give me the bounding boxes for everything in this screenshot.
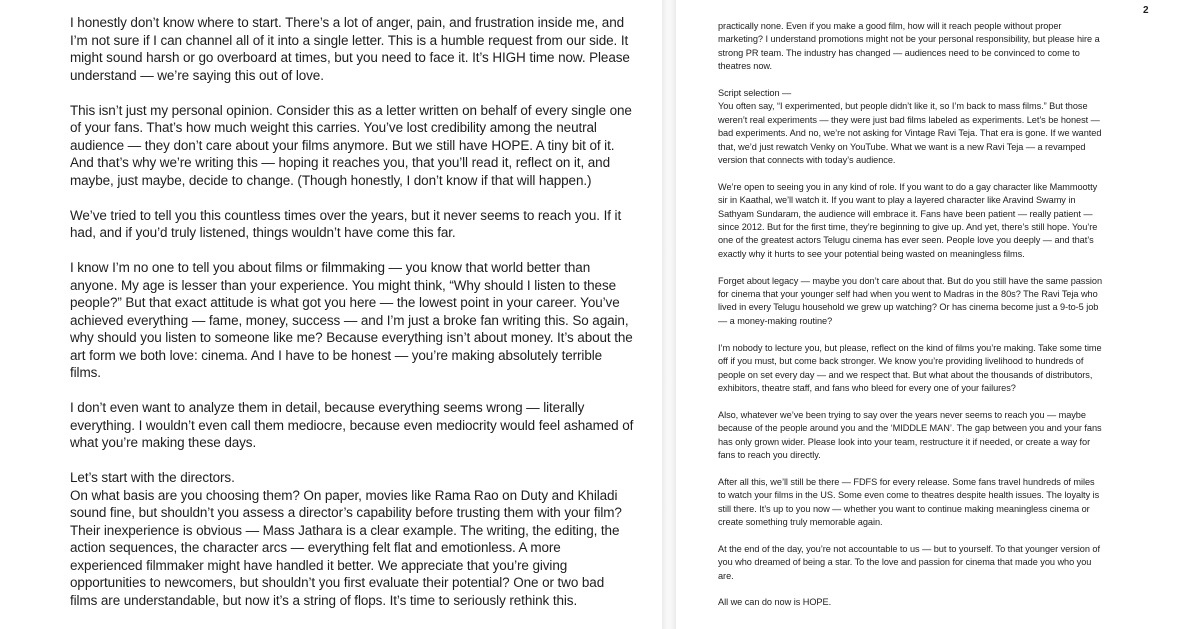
text-line: since 2012. But for the first time, they’re beginning to give up. And yet, there’s still hope. You’re [718, 222, 1098, 233]
paragraph [718, 342, 1166, 396]
paragraph [718, 87, 1166, 167]
text-line: sound fine, but shouldn’t you assess a director’s capability before trusting them with your film? [70, 505, 622, 520]
text-line: sir in Kaathal, we’ll watch it. If you want to play a layered character like Aravind Swamy in [718, 195, 1076, 206]
paragraph [718, 20, 1166, 74]
text-line: create something truly memorable again. [718, 516, 883, 527]
text-line: practically none. Even if you make a good film, how will it reach people without proper [718, 21, 1062, 31]
paragraph [70, 259, 640, 382]
text-line: everything. I wouldn’t even call them mediocre, because even mediocrity would feel ashamed of [70, 417, 634, 433]
text-line: We’re open to seeing you in any kind of role. If you want to do a gay character like Mammootty [718, 181, 1098, 192]
text-line: At the end of the day, you’re not accountable to us — but to yourself. To that younger version of [718, 543, 1100, 554]
text-line: After all this, we’ll still be there — FDFS for every release. Some fans travel hundreds of miles [718, 476, 1095, 487]
paragraph [718, 543, 1166, 583]
text-line: might sound harsh or go overboard at times, but you need to face it. It’s HIGH time now. Please [70, 50, 630, 65]
text-line: I know I’m no one to tell you about films or filmmaking — you know that world better than [70, 260, 591, 275]
text-line: had, and if you’d truly listened, things wouldn’t have come this far. [70, 225, 456, 240]
text-line: lived in every Telugu household we grew up watching? Or has cinema become just a 9-to-5 job [718, 302, 1099, 313]
text-line: anyone. My age is lesser than your experience. You might think, “Why should I listen to these [70, 277, 617, 293]
text-line: maybe, just maybe, decide to change. (Though honestly, I don’t know if that will happen.) [70, 172, 592, 188]
text-line: of your fans. That’s how much weight this carries. You’ve lost credibility among the neutral [70, 120, 597, 135]
paragraph [718, 275, 1166, 329]
paragraph [70, 207, 640, 242]
text-line: I don’t even want to analyze them in detail, because everything seems wrong — literally [70, 400, 585, 415]
text-line: art form we both love: cinema. And I have to be honest — you’re making absolutely terrible [70, 347, 603, 363]
text-line: strong PR team. The industry has changed — audiences need to be convinced to come to [718, 47, 1080, 58]
paragraph [70, 102, 640, 190]
page-number: 2 [1143, 5, 1149, 16]
text-line: exhibitors, theatre staff, and fans who bleed for every one of your failures? [718, 382, 1016, 393]
paragraph [718, 476, 1166, 530]
text-line: because of the people around you and the ‘MIDDLE MAN’. The gap between you and your fans [718, 423, 1102, 434]
text-line: achieved everything — fame, money, success — and I’m just a broke fan writing this. So again, [70, 312, 629, 328]
text-line: On what basis are you choosing them? On paper, movies like Rama Rao on Duty and Khiladi [70, 487, 618, 503]
text-line: why should you listen to someone like me? Because everything isn’t about money. It’s about the [70, 330, 633, 345]
text-line: theatres now. [718, 61, 772, 72]
text-line: Also, whatever we’ve been trying to say over the years never seems to reach you — maybe [718, 409, 1086, 420]
right-page-body [718, 20, 1166, 623]
text-line: audience — they don’t care about your films anymore. But we still have HOPE. A tiny bit of it. [70, 137, 615, 153]
closing-line [718, 596, 1166, 609]
text-line: We’ve tried to tell you this countless times over the years, but it never seems to reach you. If it [70, 207, 622, 223]
text-line: fans to reach you directly. [718, 449, 821, 460]
text-line: bad experiments. And no, we’re not asking for Vintage Ravi Teja. That era is gone. If we wanted [718, 128, 1102, 139]
text-line: experienced filmmaker might have handled it better. We appreciate that you’re giving [70, 557, 568, 573]
text-line: people on set every day — and we respect that. But what about the thousands of distributors, [718, 369, 1093, 380]
text-line: are. [718, 570, 734, 581]
text-line: — a money-making routine? [718, 315, 833, 326]
section-heading: Script selection — [718, 88, 792, 99]
text-line: films are understandable, but now it’s a string of flops. It’s time to seriously rethink this. [70, 592, 578, 608]
text-line: what you’re making these days. [70, 435, 257, 450]
text-line: version that connects with today’s audience. [718, 155, 896, 166]
text-line: one of the greatest actors Telugu cinema has ever seen. People love you deeply — and that’s [718, 235, 1094, 246]
page-gutter [662, 0, 676, 629]
text-line: people?” But that exact attitude is what got you here — the lowest point in your career. You’ve [70, 295, 620, 310]
text-line: Forget about legacy — maybe you don’t care about that. But do you still have the same passion [718, 275, 1103, 286]
text-line: has only grown wider. Please look into your team, restructure it if needed, or create a way for [718, 436, 1091, 447]
right-page [676, 0, 1200, 629]
text-line: All we can do now is HOPE. [718, 597, 832, 608]
paragraph [70, 399, 640, 452]
text-line: opportunities to newcomers, but shouldn’t you first evaluate their potential? One or two bad [70, 575, 605, 590]
text-line: I’m not sure if I can channel all of it into a single letter. This is a humble request from our side. It [70, 32, 629, 48]
text-line: still there. It’s up to you now — whether you want to continue making meaningless cinema or [718, 503, 1090, 514]
text-line: films. [70, 365, 101, 380]
paragraph [70, 469, 640, 609]
paragraph [718, 181, 1166, 261]
text-line: Their inexperience is obvious — Mass Jathara is a clear example. The writing, the editing, the [70, 522, 620, 538]
text-line: I honestly don’t know where to start. There’s a lot of anger, pain, and frustration inside me, and [70, 15, 625, 30]
text-line: weren’t real experiments — they were just bad films labeled as experiments. Let’s be honest — [718, 114, 1100, 125]
text-line: You often say, “I experimented, but people didn’t like it, so I’m back to mass films.” But those [718, 101, 1088, 112]
text-line: And that’s why we’re writing this — hoping it reaches you, that you’ll read it, reflect on it, and [70, 155, 610, 170]
text-line: Sathyam Sundaram, the audience will embrace it. Fans have been patient — really patient — [718, 208, 1093, 219]
left-page-body [70, 14, 640, 627]
text-line: you who dreamed of being a star. To the love and passion for cinema that made you who you [718, 557, 1092, 568]
text-line: off if you must, but come back stronger. We know you’re providing livelihood to hundreds of [718, 356, 1084, 367]
text-line: marketing? I understand promotions might not be your personal responsibility, but please hire a [718, 34, 1100, 45]
text-line: for cinema that your younger self had when you went to Madras in the 80s? The Ravi Teja who [718, 289, 1098, 300]
text-line: I’m nobody to lecture you, but please, reflect on the kind of films you’re making. Take some time [718, 342, 1102, 353]
text-line: that, we’d just rewatch Venky on YouTube. What we want is a new Ravi Teja — a revamped [718, 141, 1086, 152]
text-line: to watch your films in the US. Some even come to theatres despite health issues. The loyalty is [718, 490, 1100, 501]
text-line: action sequences, the character arcs — everything felt flat and emotionless. A more [70, 540, 561, 555]
paragraph [70, 14, 640, 84]
text-line: understand — we’re saying this out of love. [70, 67, 324, 83]
text-line: exactly why it hurts to see your potential being wasted on meaningless films. [718, 248, 1025, 259]
text-line: This isn’t just my personal opinion. Consider this as a letter written on behalf of every single one [70, 102, 632, 118]
text-line: Let’s start with the directors. [70, 470, 235, 485]
paragraph [718, 409, 1166, 463]
